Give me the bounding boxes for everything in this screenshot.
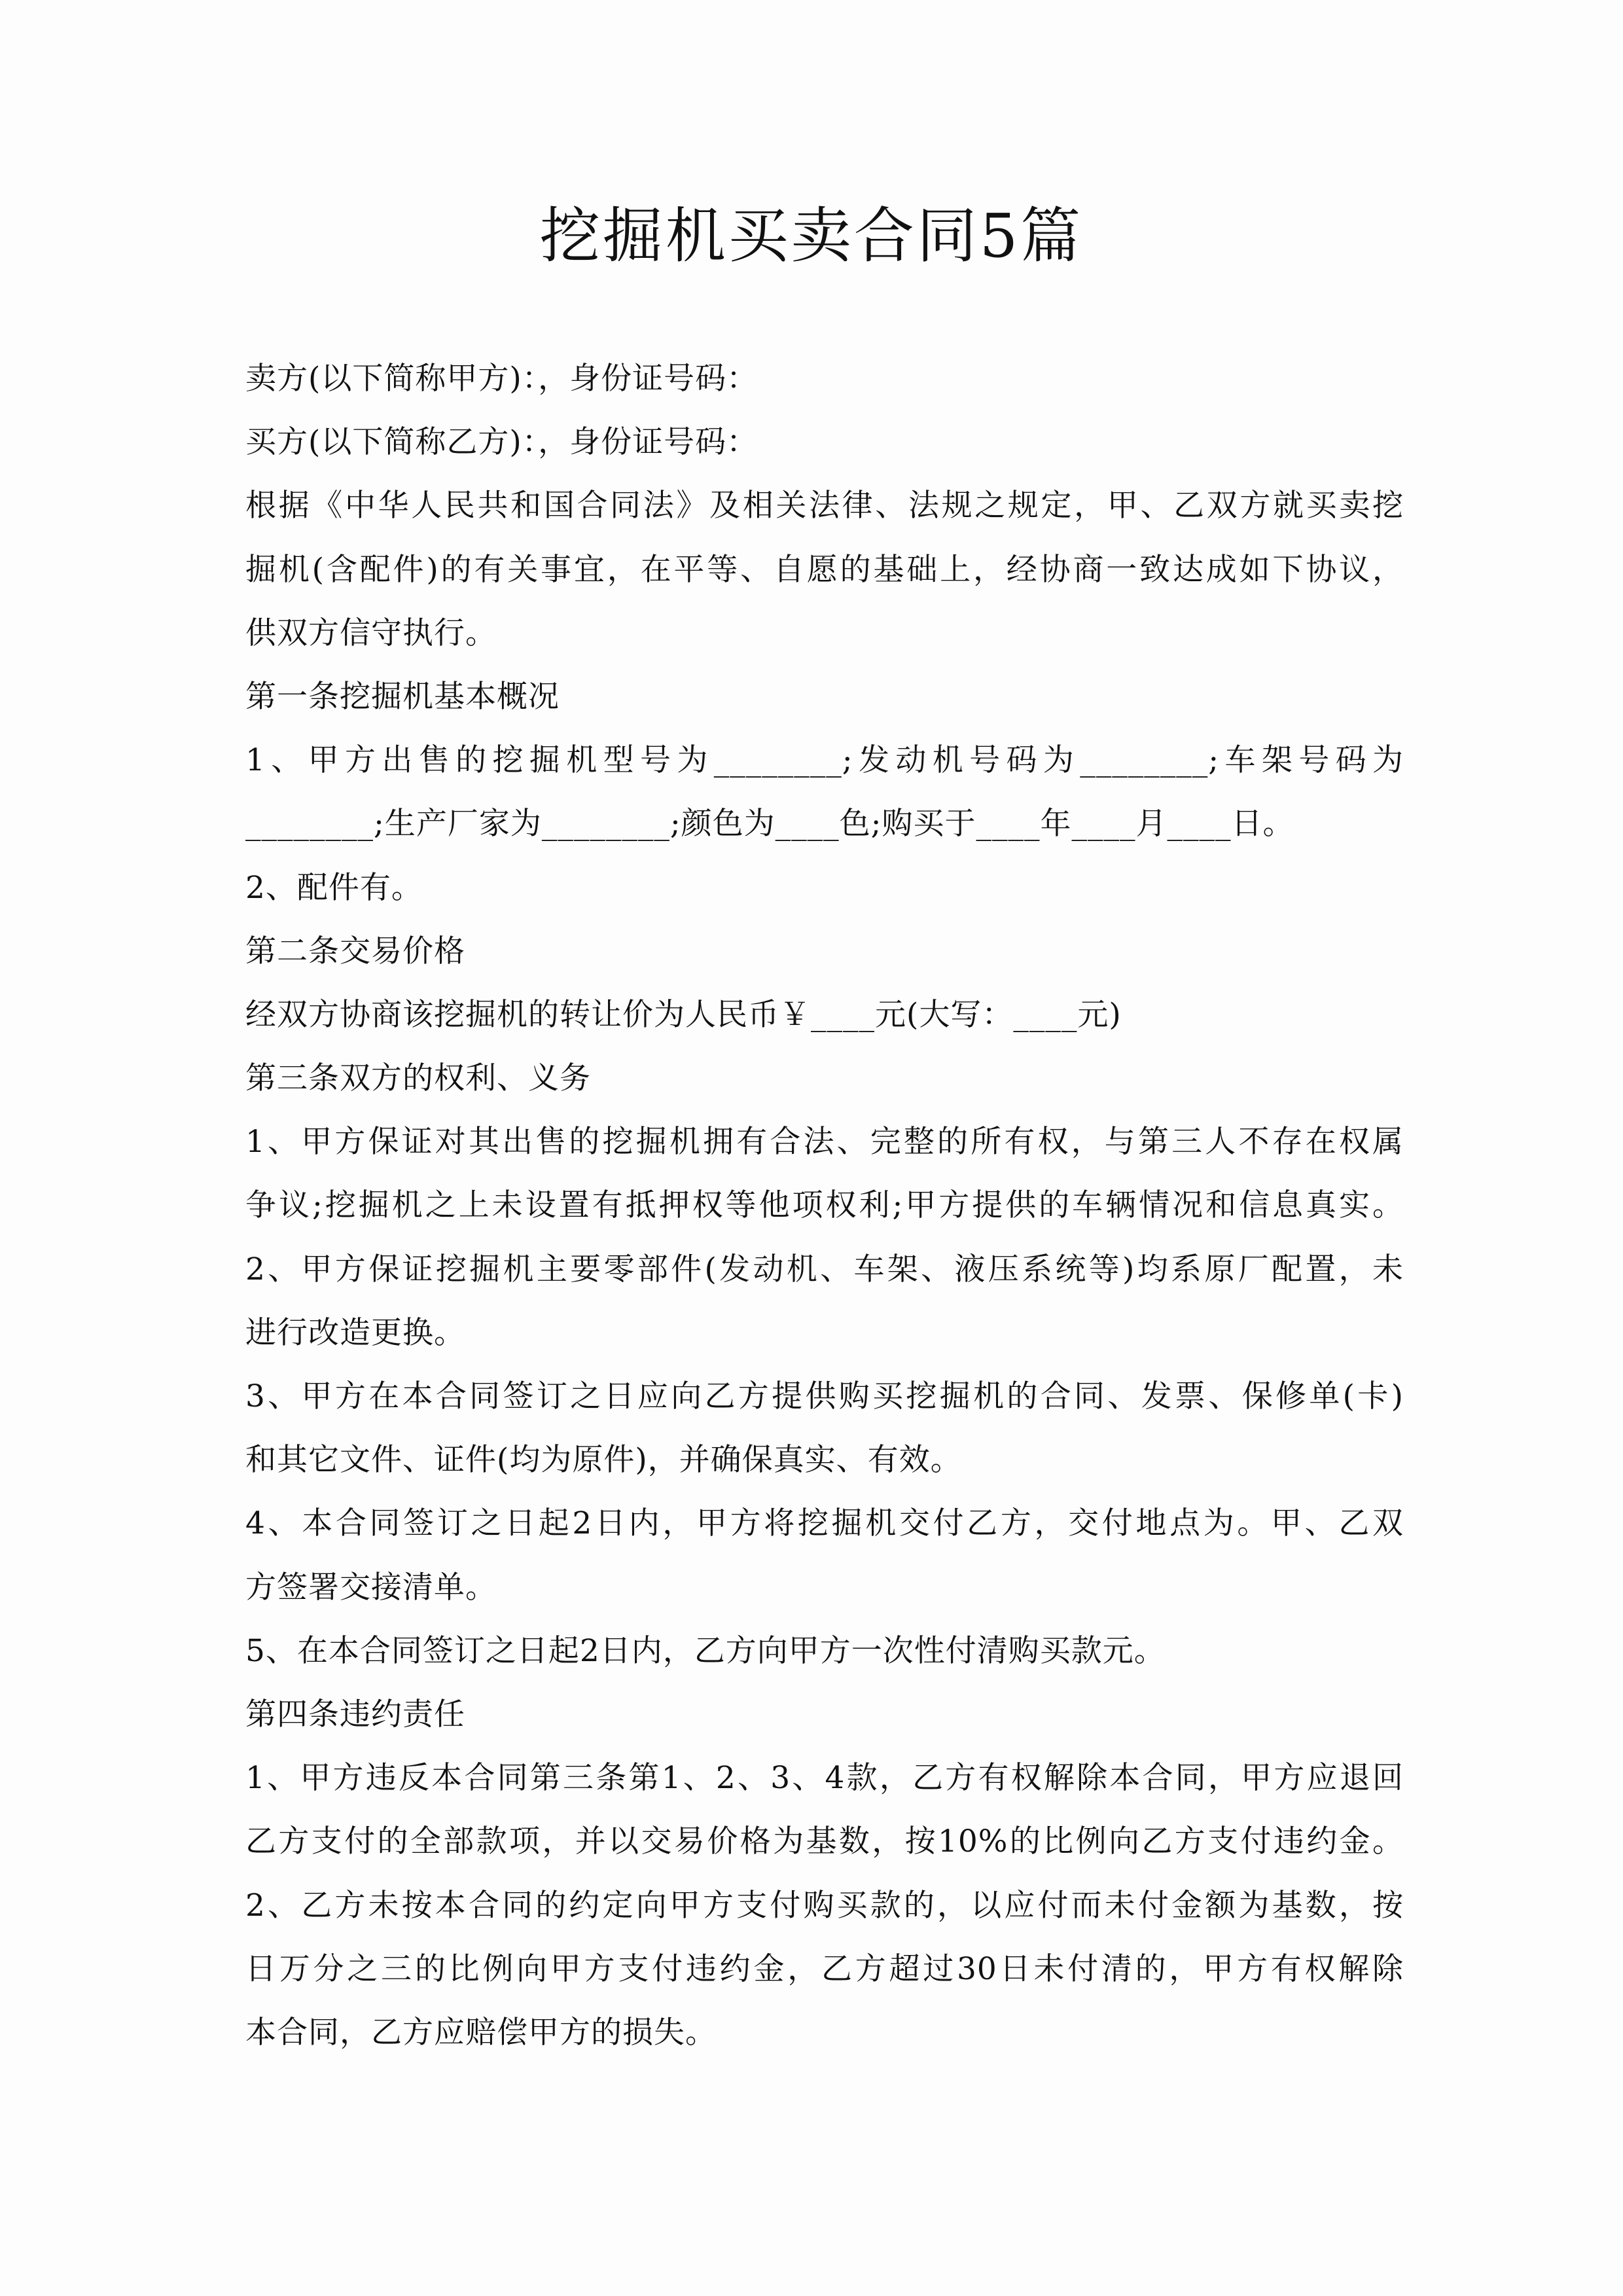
article-3-item-2-line-2: 进行改造更换。 xyxy=(245,1314,465,1351)
article-4-item-1-line-2: 乙方支付的全部款项，并以交易价格为基数，按10%的比例向乙方支付违约金。 xyxy=(245,1823,1404,1860)
document-body xyxy=(245,347,1404,2064)
article-3-item-4-line-1: 4、本合同签订之日起2日内，甲方将挖掘机交付乙方，交付地点为。甲、乙双 xyxy=(245,1505,1404,1542)
preamble-line-2: 掘机(含配件)的有关事宜，在平等、自愿的基础上，经协商一致达成如下协议， xyxy=(245,551,1404,588)
article-4-item-2-line-2: 日万分之三的比例向甲方支付违约金，乙方超过30日未付清的，甲方有权解除 xyxy=(245,1950,1404,1987)
article-4-item-2-line-1: 2、乙方未按本合同的约定向甲方支付购买款的，以应付而未付金额为基数，按 xyxy=(245,1887,1404,1924)
article-2-heading: 第二条交易价格 xyxy=(245,933,465,969)
article-1-heading: 第一条挖掘机基本概况 xyxy=(245,678,560,715)
article-3-item-1-line-2: 争议;挖掘机之上未设置有抵押权等他项权利;甲方提供的车辆情况和信息真实。 xyxy=(245,1187,1404,1224)
preamble-line-1: 根据《中华人民共和国合同法》及相关法律、法规之规定，甲、乙双方就买卖挖 xyxy=(245,488,1404,524)
article-1-item-1-line-1: 1、甲方出售的挖掘机型号为________;发动机号码为________;车架号码为 xyxy=(245,742,1404,779)
article-1-item-1-line-2: ________;生产厂家为________;颜色为____色;购买于____年____月____日。 xyxy=(245,806,1294,842)
article-3-item-3-line-2: 和其它文件、证件(均为原件)，并确保真实、有效。 xyxy=(245,1442,962,1479)
article-4-heading: 第四条违约责任 xyxy=(245,1696,465,1732)
seller-line: 卖方(以下简称甲方)：，身份证号码： xyxy=(245,361,758,397)
article-1-item-2: 2、配件有。 xyxy=(245,869,423,906)
buyer-line: 买方(以下简称乙方)：，身份证号码： xyxy=(245,424,758,461)
article-3-item-3-line-1: 3、甲方在本合同签订之日应向乙方提供购买挖掘机的合同、发票、保修单(卡) xyxy=(245,1378,1404,1414)
document-title: 挖掘机买卖合同5篇 xyxy=(539,201,1084,271)
article-3-item-1-line-1: 1、甲方保证对其出售的挖掘机拥有合法、完整的所有权，与第三人不存在权属 xyxy=(245,1124,1404,1160)
article-3-item-2-line-1: 2、甲方保证挖掘机主要零部件(发动机、车架、液压系统等)均系原厂配置，未 xyxy=(245,1251,1404,1287)
article-3-item-5: 5、在本合同签订之日起2日内，乙方向甲方一次性付清购买款元。 xyxy=(245,1632,1166,1669)
preamble-line-3: 供双方信守执行。 xyxy=(245,615,497,651)
article-4-item-1-line-1: 1、甲方违反本合同第三条第1、2、3、4款，乙方有权解除本合同，甲方应退回 xyxy=(245,1760,1404,1797)
article-3-heading: 第三条双方的权利、义务 xyxy=(245,1060,591,1097)
article-3-item-4-line-2: 方签署交接清单。 xyxy=(245,1569,497,1605)
article-4-item-2-line-3: 本合同，乙方应赔偿甲方的损失。 xyxy=(245,2014,717,2051)
article-2-price: 经双方协商该挖掘机的转让价为人民币￥____元(大写：____元) xyxy=(245,996,1122,1033)
